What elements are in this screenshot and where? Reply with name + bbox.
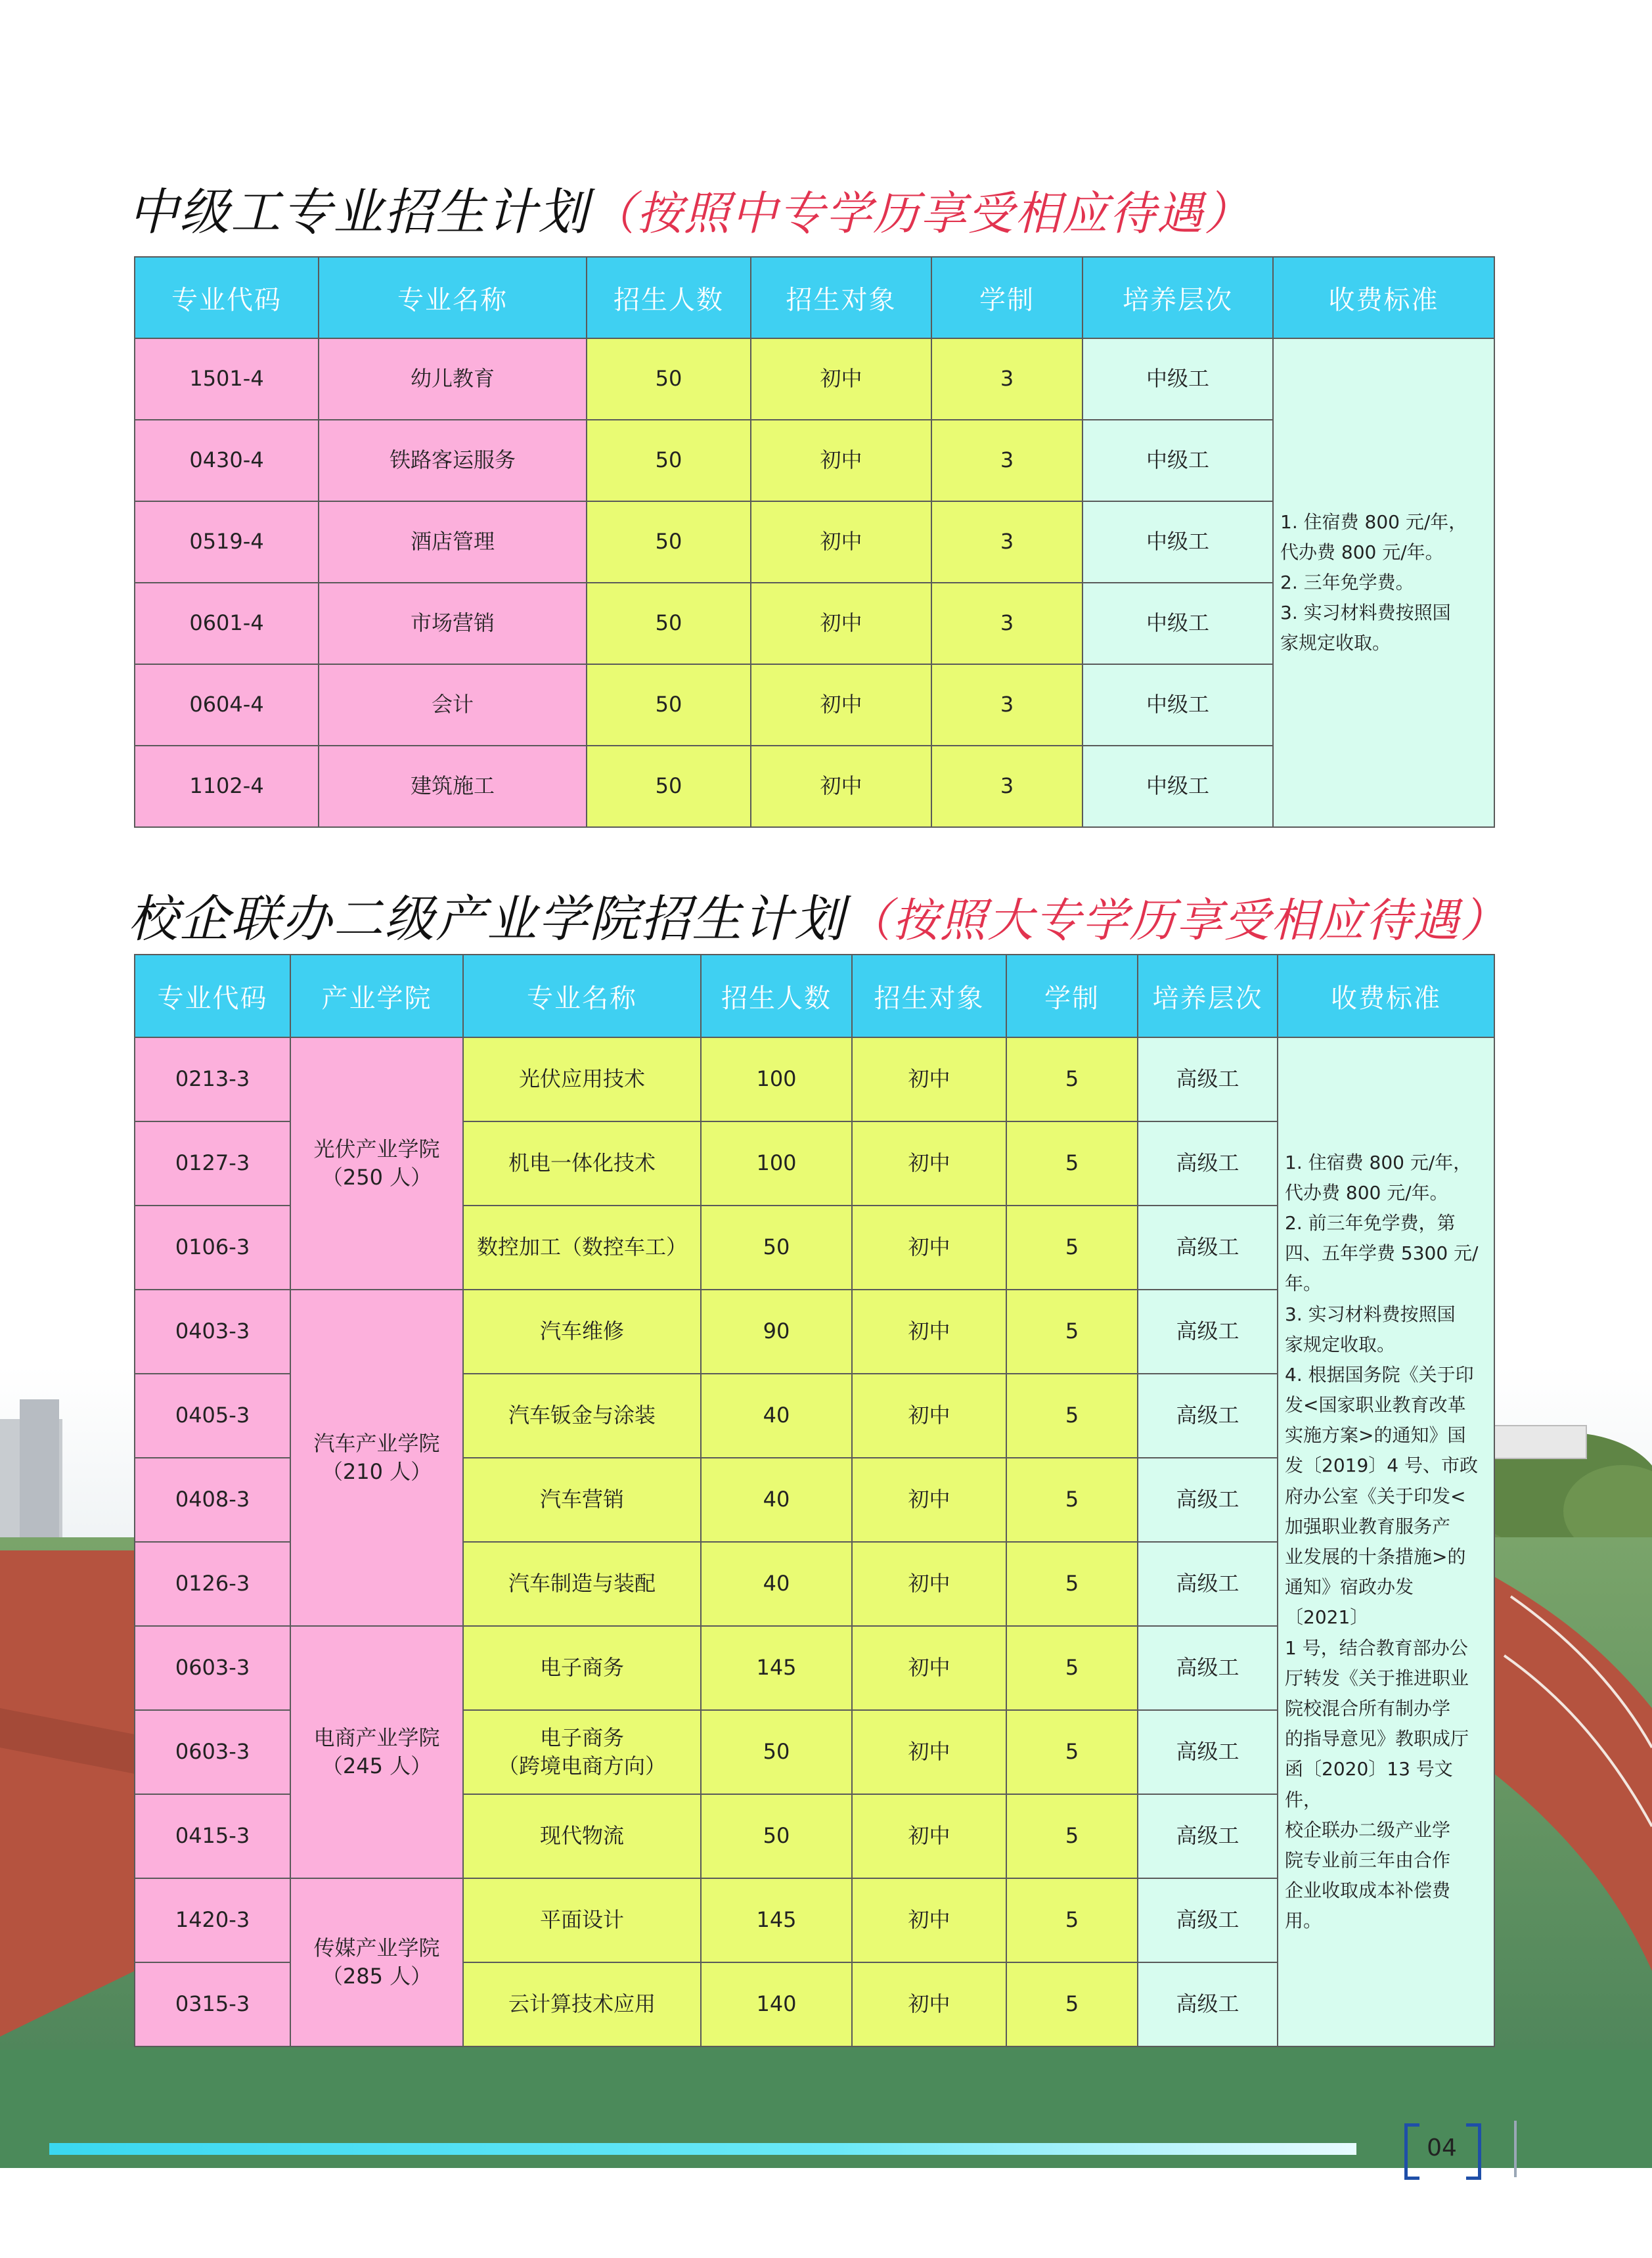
cell-code: 0405-3: [135, 1374, 290, 1458]
cell-quota: 50: [587, 501, 751, 583]
header-level: 培养层次: [1083, 257, 1273, 338]
cell-code: 0408-3: [135, 1458, 290, 1542]
cell-years: 5: [1006, 1121, 1138, 1206]
cell-major: 平面设计: [463, 1878, 701, 1962]
cell-code: 1501-4: [135, 338, 319, 420]
header-code: 专业代码: [135, 257, 319, 338]
cell-quota: 40: [701, 1374, 852, 1458]
cell-level: 中级工: [1083, 501, 1273, 583]
cell-target: 初中: [751, 338, 931, 420]
major-direction: （跨境电商方向）: [497, 1753, 666, 1778]
header-college: 产业学院: [290, 955, 463, 1037]
section1-title: [128, 172, 1251, 244]
cell-target: 初中: [852, 1710, 1006, 1794]
cell-level: 高级工: [1138, 1626, 1278, 1710]
cell-years: 5: [1006, 1374, 1138, 1458]
section2-title-sub: （按照大专学历享受相应待遇）: [845, 893, 1507, 947]
cell-level: 高级工: [1138, 1037, 1278, 1121]
cell-major: 数控加工（数控车工）: [463, 1206, 701, 1290]
cell-code: 0403-3: [135, 1290, 290, 1374]
cell-target: 初中: [751, 583, 931, 664]
cell-years: 3: [931, 746, 1083, 827]
section1-title-sub: （按照中专学历享受相应待遇）: [589, 187, 1251, 240]
header-fee: 收费标准: [1273, 257, 1494, 338]
cell-code: 0603-3: [135, 1626, 290, 1710]
cell-quota: 145: [701, 1626, 852, 1710]
cell-major: 市场营销: [319, 583, 587, 664]
cell-years: 5: [1006, 1037, 1138, 1121]
cell-quota: 50: [701, 1710, 852, 1794]
college-name: 传媒产业学院: [313, 1935, 440, 1960]
cell-years: 3: [931, 338, 1083, 420]
fee-description: 1. 住宿费 800 元/年， 代办费 800 元/年。 2. 三年免学费。 3. 实习材料费按照国 家规定收取。: [1273, 338, 1494, 827]
header-quota: 招生人数: [701, 955, 852, 1037]
cell-quota: 50: [701, 1794, 852, 1878]
cell-years: 5: [1006, 1794, 1138, 1878]
table-row: [135, 338, 1494, 420]
cell-code: 0415-3: [135, 1794, 290, 1878]
cell-level: 高级工: [1138, 1542, 1278, 1626]
cell-major: 会计: [319, 664, 587, 746]
header-fee: 收费标准: [1278, 955, 1494, 1037]
cell-code: 0603-3: [135, 1710, 290, 1794]
cell-target: 初中: [852, 1374, 1006, 1458]
cell-major: 电子商务: [463, 1626, 701, 1710]
cell-quota: 50: [587, 420, 751, 501]
header-target: 招生对象: [751, 257, 931, 338]
cell-quota: 100: [701, 1037, 852, 1121]
major-name: 电子商务: [539, 1725, 624, 1750]
header-major: 专业名称: [463, 955, 701, 1037]
section1-title-main: 中级工专业招生计划: [128, 183, 589, 241]
cell-code: 0519-4: [135, 501, 319, 583]
cell-level: 高级工: [1138, 1290, 1278, 1374]
cell-level: 高级工: [1138, 1206, 1278, 1290]
college-cell: [290, 1290, 463, 1626]
cell-target: 初中: [852, 1794, 1006, 1878]
college-cell: [290, 1878, 463, 2046]
cell-major: 汽车钣金与涂装: [463, 1374, 701, 1458]
table-header-row: [135, 955, 1494, 1037]
college-count: （250 人）: [321, 1165, 432, 1190]
cell-quota: 140: [701, 1962, 852, 2046]
college-name: 汽车产业学院: [313, 1430, 440, 1456]
cell-level: 高级工: [1138, 1878, 1278, 1962]
cell-target: 初中: [852, 1037, 1006, 1121]
cell-quota: 50: [587, 746, 751, 827]
cell-years: 5: [1006, 1710, 1138, 1794]
college-count: （210 人）: [321, 1459, 432, 1484]
college-count: （285 人）: [321, 1964, 432, 1989]
cell-target: 初中: [852, 1878, 1006, 1962]
cell-quota: 50: [587, 664, 751, 746]
cell-major: 云计算技术应用: [463, 1962, 701, 2046]
cell-target: 初中: [852, 1290, 1006, 1374]
industry-college-plan-table: [134, 954, 1495, 2047]
cell-years: 5: [1006, 1962, 1138, 2046]
cell-years: 5: [1006, 1458, 1138, 1542]
cell-quota: 50: [587, 338, 751, 420]
table-header-row: [135, 257, 1494, 338]
cell-level: 中级工: [1083, 338, 1273, 420]
cell-level: 中级工: [1083, 583, 1273, 664]
cell-target: 初中: [751, 746, 931, 827]
cell-level: 中级工: [1083, 664, 1273, 746]
college-count: （245 人）: [321, 1753, 432, 1778]
cell-years: 5: [1006, 1542, 1138, 1626]
table-row: [135, 1037, 1494, 1121]
footer-bar: [49, 2143, 1356, 2155]
college-cell: [290, 1037, 463, 1290]
cell-quota: 40: [701, 1458, 852, 1542]
cell-level: 高级工: [1138, 1374, 1278, 1458]
header-level: 培养层次: [1138, 955, 1278, 1037]
cell-level: 中级工: [1083, 746, 1273, 827]
intermediate-plan-table: [134, 256, 1495, 828]
header-years: 学制: [931, 257, 1083, 338]
cell-code: 0315-3: [135, 1962, 290, 2046]
cell-major: 幼儿教育: [319, 338, 587, 420]
cell-quota: 90: [701, 1290, 852, 1374]
cell-years: 3: [931, 664, 1083, 746]
cell-code: 0604-4: [135, 664, 319, 746]
cell-major: 汽车营销: [463, 1458, 701, 1542]
cell-major: 建筑施工: [319, 746, 587, 827]
section2-title: [128, 879, 1507, 951]
cell-level: 高级工: [1138, 1794, 1278, 1878]
cell-code: 1420-3: [135, 1878, 290, 1962]
college-name: 电商产业学院: [313, 1725, 440, 1750]
cell-level: 高级工: [1138, 1710, 1278, 1794]
cell-quota: 50: [701, 1206, 852, 1290]
fee-description: 1. 住宿费 800 元/年， 代办费 800 元/年。 2. 前三年免学费，第 四、五年学费 5300 元/ 年。 3. 实习材料费按照国 家规定收取。 4. 根据国务院《关于印 发<国家职业教育改革 实施方案>的通知》国 发〔2019〕4 号、市政 府办公室《关于印发< 加强职业教育服务产 业发展的十条措施>的 通知》宿政办发〔2021〕 1 号，结合教育部办公 厅转发《关于推进职业 院校混合所有制办学 的指导意见》教职成厅 函〔2020〕13 号文件， 校企联办二级产业学 院专业前三年由合作 企业收取成本补偿费 用。: [1278, 1037, 1494, 2046]
cell-code: 0126-3: [135, 1542, 290, 1626]
header-target: 招生对象: [852, 955, 1006, 1037]
cell-major: 铁路客运服务: [319, 420, 587, 501]
cell-major: 酒店管理: [319, 501, 587, 583]
cell-major: 汽车维修: [463, 1290, 701, 1374]
cell-code: 0601-4: [135, 583, 319, 664]
cell-years: 5: [1006, 1626, 1138, 1710]
cell-quota: 40: [701, 1542, 852, 1626]
cell-target: 初中: [852, 1458, 1006, 1542]
cell-target: 初中: [751, 420, 931, 501]
cell-code: 0213-3: [135, 1037, 290, 1121]
cell-level: 高级工: [1138, 1962, 1278, 2046]
header-quota: 招生人数: [587, 257, 751, 338]
cell-target: 初中: [852, 1206, 1006, 1290]
cell-target: 初中: [852, 1542, 1006, 1626]
cell-target: 初中: [852, 1121, 1006, 1206]
cell-major: 机电一体化技术: [463, 1121, 701, 1206]
header-major: 专业名称: [319, 257, 587, 338]
cell-target: 初中: [852, 1626, 1006, 1710]
cell-years: 5: [1006, 1206, 1138, 1290]
cell-level: 高级工: [1138, 1458, 1278, 1542]
cell-level: 高级工: [1138, 1121, 1278, 1206]
cell-years: 5: [1006, 1878, 1138, 1962]
cell-years: 3: [931, 583, 1083, 664]
cell-code: 0106-3: [135, 1206, 290, 1290]
cell-quota: 50: [587, 583, 751, 664]
section2-title-main: 校企联办二级产业学院招生计划: [128, 890, 845, 948]
cell-major: [463, 1710, 701, 1794]
cell-target: 初中: [852, 1962, 1006, 2046]
college-name: 光伏产业学院: [313, 1136, 440, 1162]
header-code: 专业代码: [135, 955, 290, 1037]
cell-code: 0127-3: [135, 1121, 290, 1206]
cell-code: 1102-4: [135, 746, 319, 827]
cell-major: 汽车制造与装配: [463, 1542, 701, 1626]
college-cell: [290, 1626, 463, 1878]
header-years: 学制: [1006, 955, 1138, 1037]
cell-years: 5: [1006, 1290, 1138, 1374]
footer-divider: [1514, 2121, 1517, 2177]
cell-target: 初中: [751, 664, 931, 746]
cell-major: 光伏应用技术: [463, 1037, 701, 1121]
page-number: 04: [1427, 2134, 1457, 2161]
cell-major: 现代物流: [463, 1794, 701, 1878]
cell-code: 0430-4: [135, 420, 319, 501]
cell-years: 3: [931, 501, 1083, 583]
cell-level: 中级工: [1083, 420, 1273, 501]
cell-quota: 145: [701, 1878, 852, 1962]
cell-target: 初中: [751, 501, 931, 583]
cell-years: 3: [931, 420, 1083, 501]
cell-quota: 100: [701, 1121, 852, 1206]
